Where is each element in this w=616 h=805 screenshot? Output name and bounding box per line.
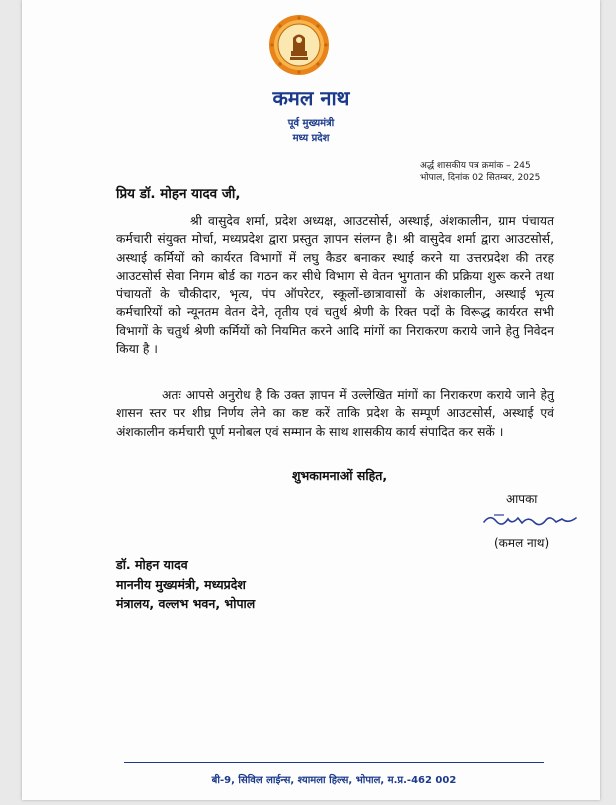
yours-line: आपका: [506, 492, 538, 506]
letter-page: [22, 0, 600, 800]
body-paragraph-2: अतः आपसे अनुरोध है कि उक्त ज्ञापन में उल्लेखित मांगों का निराकरण कराये जाने हेतु शासन स्तर पर शीघ्र निर्णय लेने का कष्ट करें ताकि प्रदेश के सम्पूर्ण आउटसोर्स, अस्थाई एवं अंशकालीन कर्मचारी पूर्ण मनोबल एवं सम्मान के साथ शासकीय कार्य संपादित कर सकें ।: [116, 388, 554, 439]
salutation: प्रिय डॉ. मोहन यादव जी,: [116, 186, 241, 202]
addressee-designation: माननीय मुख्यमंत्री, मध्यप्रदेश: [116, 577, 246, 592]
letterhead-name: कमल नाथ: [272, 86, 350, 110]
footer-address: बी-9, सिविल लाईन्स, श्यामला हिल्स, भोपाल, म.प्र.-462 002: [211, 775, 457, 786]
signature-icon: [480, 510, 584, 530]
letterhead-state: मध्य प्रदेश: [292, 133, 330, 144]
signer-name: (कमल नाथ): [494, 536, 550, 550]
footer-divider: [124, 762, 544, 763]
addressee-name: डॉ. मोहन यादव: [116, 557, 188, 572]
closing-greeting: शुभकामनाओं सहित,: [292, 468, 388, 483]
letter-reference-number: अर्द्ध शासकीय पत्र क्रमांक – 245: [420, 161, 531, 171]
body-paragraph-1: श्री वासुदेव शर्मा, प्रदेश अध्यक्ष, आउटसोर्स, अस्थाई, अंशकालीन, ग्राम पंचायत कर्मचारी संयुक्त मोर्चा, मध्यप्रदेश द्वारा प्रस्तुत ज्ञापन संलग्न है। श्री वासुदेव शर्मा द्वारा आउटसोर्स, अस्थाई कर्मियों को कार्यरत विभागों में लघु कैडर बनाकर स्थाई करने या उत्तरप्रदेश की तरह आउटसोर्स सेवा निगम बोर्ड का गठन कर सीधे विभाग से वेतन भुगतान की प्रक्रिया शुरू करने तथा पंचायतों के चौकीदार, भृत्य, पंप ऑपरेटर, स्कूलों-छात्रावासों के अंशकालीन, अस्थाई भृत्य कर्मचारियों को न्यूनतम वेतन देने, तृतीय एवं चतुर्थ श्रेणी के रिक्त पदों के विरूद्ध कार्यरत सभी विभागों के चतुर्थ श्रेणी कर्मियों को नियमित करने आदि मांगों का निराकरण कराये जाने हेतु निवेदन किया है ।: [116, 214, 554, 357]
state-emblem-icon: [268, 14, 330, 76]
letterhead-designation: पूर्व मुख्यमंत्री: [287, 118, 335, 129]
addressee-address: मंत्रालय, वल्लभ भवन, भोपाल: [116, 596, 256, 611]
letter-place-date: भोपाल, दिनांक 02 सितम्बर, 2025: [420, 173, 541, 183]
